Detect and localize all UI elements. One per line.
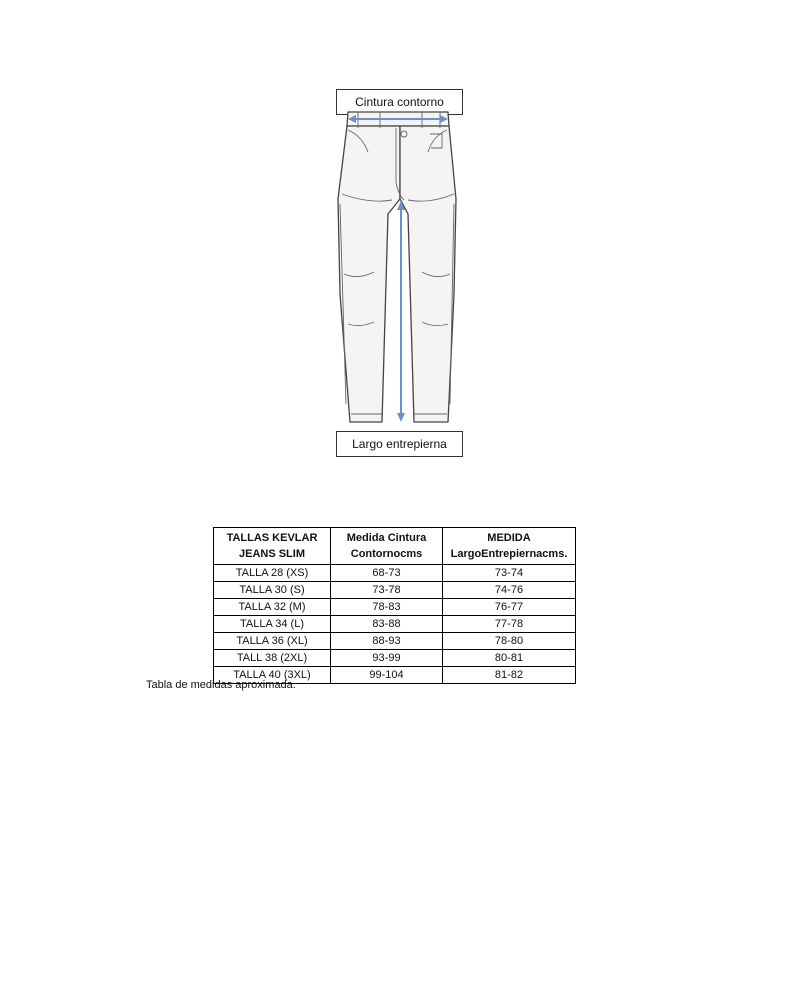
cell-inseam: 73-74 [443, 565, 576, 582]
cell-size: TALLA 28 (XS) [214, 565, 331, 582]
cell-size: TALLA 36 (XL) [214, 633, 331, 650]
cell-waist: 68-73 [331, 565, 443, 582]
cell-inseam: 77-78 [443, 616, 576, 633]
table-row [214, 565, 576, 582]
jeans-sketch-icon [330, 104, 470, 430]
cell-size: TALLA 30 (S) [214, 582, 331, 599]
cell-size: TALLA 32 (M) [214, 599, 331, 616]
cell-waist: 83-88 [331, 616, 443, 633]
table-row [214, 633, 576, 650]
header-waist-line-1: Medida Cintura [346, 532, 427, 544]
cell-inseam: 76-77 [443, 599, 576, 616]
header-waist [331, 528, 443, 565]
inseam-measure-label: Largo entrepierna [336, 431, 463, 457]
cell-waist: 73-78 [331, 582, 443, 599]
header-waist-line-2: Contornocms [350, 548, 423, 560]
header-size-line-1: TALLAS KEVLAR [226, 532, 318, 544]
table-row [214, 616, 576, 633]
header-inseam-line-2: LargoEntrepiernacms. [450, 548, 568, 560]
cell-inseam: 74-76 [443, 582, 576, 599]
table-row [214, 582, 576, 599]
waist-measure-label: Cintura contorno [336, 89, 463, 115]
table-row [214, 650, 576, 667]
cell-size: TALL 38 (2XL) [214, 650, 331, 667]
header-inseam-line-1: MEDIDA [487, 532, 531, 544]
header-size [214, 528, 331, 565]
table-header-row [214, 528, 576, 565]
cell-waist: 78-83 [331, 599, 443, 616]
table-row [214, 599, 576, 616]
size-table [213, 527, 576, 684]
cell-waist: 99-104 [331, 667, 443, 684]
cell-inseam: 78-80 [443, 633, 576, 650]
cell-size: TALLA 40 (3XL) [214, 667, 331, 684]
header-size-line-2: JEANS SLIM [238, 548, 305, 560]
header-inseam [443, 528, 576, 565]
cell-inseam: 81-82 [443, 667, 576, 684]
table-note: Tabla de medidas aproximada. [146, 679, 296, 691]
cell-inseam: 80-81 [443, 650, 576, 667]
cell-size: TALLA 34 (L) [214, 616, 331, 633]
cell-waist: 88-93 [331, 633, 443, 650]
cell-waist: 93-99 [331, 650, 443, 667]
